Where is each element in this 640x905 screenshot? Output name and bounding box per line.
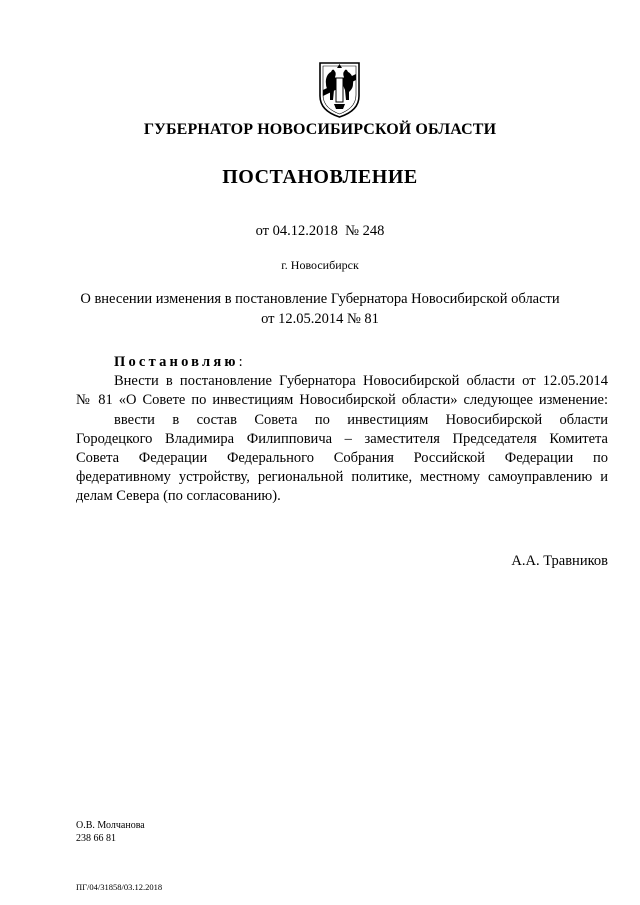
authority-title: ГУБЕРНАТОР НОВОСИБИРСКОЙ ОБЛАСТИ (143, 121, 497, 138)
subject-line: О внесении изменения в постановление Губернатора Новосибирской области (80, 291, 560, 307)
body-line: ввести в состав Совета по инвестициям Новосибирской области (114, 411, 608, 428)
executor-phone: 238 66 81 (76, 832, 116, 844)
decree-heading (76, 353, 608, 372)
document-type: ПОСТАНОВЛЕНИЕ (222, 166, 418, 188)
place: г. Новосибирск (281, 258, 359, 272)
coat-of-arms-icon (317, 60, 362, 118)
body-line: Городецкого Владимира Филипповича – заместителя Председателя Комитета (76, 430, 608, 447)
body-line: Внести в постановление Губернатора Новосибирской области от 12.05.2014 (114, 373, 608, 390)
body-line: Совета Федерации Федерального Собрания Российской Федерации по (76, 450, 608, 467)
document-subject (0, 289, 640, 329)
body-line: делам Севера (по согласованию). (76, 488, 281, 505)
decree-colon: : (238, 354, 243, 370)
decree-word: Постановляю (114, 354, 239, 370)
document-reference: ПГ/04/31858/03.12.2018 (76, 882, 163, 892)
date-and-number: от 04.12.2018 № 248 (255, 223, 385, 239)
executor-name: О.В. Молчанова (76, 820, 145, 831)
body-line: федеративному устройству, региональной политике, местному самоуправлению и (76, 469, 608, 486)
subject-line: от 12.05.2014 № 81 (261, 311, 379, 327)
signatory-name: А.А. Травников (511, 553, 608, 569)
executor-block (76, 820, 145, 845)
document-body (76, 353, 608, 507)
body-line: № 81 «О Совете по инвестициям Новосибирской области» следующее изменение: (76, 392, 608, 409)
